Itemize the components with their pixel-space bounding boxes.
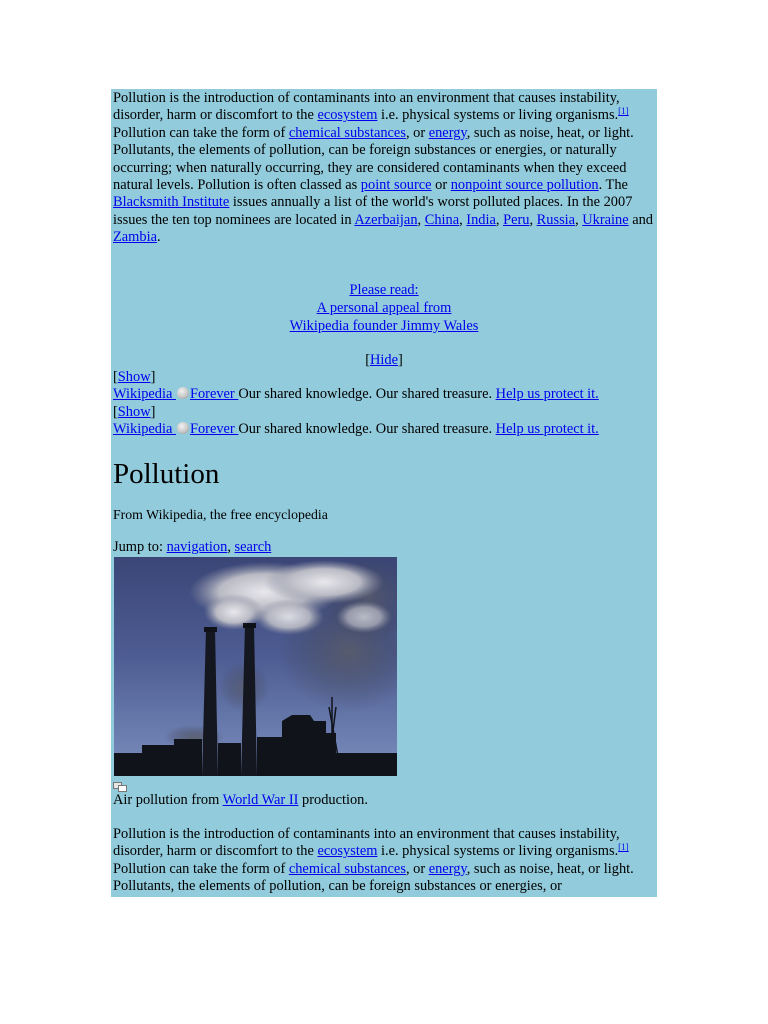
separator: , [459,211,467,228]
intro-text: , such as noise, heat, or light. Pollutants, the elements of pollution, can be foreign substances or energies, or naturally occurring; when naturally occurring, they are considered contaminants when they exceed natural levels. Pollution is often classed as [113,124,634,194]
intro-paragraph [113,90,655,247]
separator: , [227,539,235,556]
paragraph-text: Pollution can take the form of [113,860,289,877]
wikipedia-label: Wikipedia [113,386,176,403]
separator: , [417,211,425,228]
appeal-link-personal-appeal[interactable]: A personal appeal from [316,299,452,316]
link-ukraine[interactable]: Ukraine [582,211,629,228]
link-ecosystem[interactable]: ecosystem [317,843,378,860]
link-china[interactable]: China [424,211,460,228]
bracket: ] [150,369,156,386]
link-point-source[interactable]: point source [360,177,432,194]
appeal-link-founder[interactable]: Wikipedia founder Jimmy Wales [289,317,479,334]
forever-label: Forever [189,386,239,403]
bracket: ] [150,403,156,420]
air-pollution-photo[interactable] [114,557,397,776]
hide-link[interactable]: Hide [370,351,398,368]
link-zambia[interactable]: Zambia [113,229,157,246]
paragraph-text: , or [405,860,429,877]
paragraph-text: , such as noise, heat, or light. Pollutants, the elements of pollution, can be foreign substances or energies, or [113,860,634,895]
show-link[interactable]: Show [117,403,151,420]
image-caption [113,792,655,809]
link-peru[interactable]: Peru [503,211,530,228]
separator: , [529,211,537,228]
wikipedia-globe-icon [177,387,189,399]
intro-text: or [431,177,451,194]
intro-text: , or [405,124,429,141]
reference-link[interactable]: [1] [618,106,629,117]
link-world-war-ii[interactable]: World War II [222,791,299,808]
reference-link[interactable]: [1] [618,842,629,853]
jump-navigation-link[interactable]: navigation [166,539,228,556]
site-subtitle: From Wikipedia, the free encyclopedia [113,506,328,522]
help-protect-link[interactable]: Help us protect it. [495,421,599,438]
jump-search-link[interactable]: search [234,539,272,556]
banner-text: Our shared knowledge. Our shared treasure. [238,386,496,403]
wikipedia-globe-icon [177,422,189,434]
page-title: Pollution [113,457,220,490]
intro-text: Pollution is the introduction of contaminants into an environment that causes instability, disorder, harm or discomfort to the [113,90,620,124]
link-ecosystem[interactable]: ecosystem [317,107,378,124]
link-chemical-substances[interactable]: chemical substances [288,860,406,877]
bracket: [ [113,369,118,386]
magnify-icon[interactable] [113,782,127,792]
bracket: [ [113,403,118,420]
link-energy[interactable]: energy [428,124,467,141]
document-page [111,89,657,897]
intro-text: Pollution can take the form of [113,124,289,141]
forever-banner [113,404,655,439]
hide-toggle-row [113,352,655,369]
link-energy[interactable]: energy [428,860,467,877]
appeal-link-please-read[interactable]: Please read: [349,281,419,298]
wikipedia-forever-link[interactable] [113,386,238,402]
link-india[interactable]: India [466,211,496,228]
link-nonpoint-source[interactable]: nonpoint source pollution [450,177,599,194]
intro-text: issues annually a list of the world's worst polluted places. In the 2007 issues the ten top nominees are located in [113,194,633,228]
bracket: [ [365,351,370,368]
caption-text: production. [298,791,368,808]
banner-text: Our shared knowledge. Our shared treasure. [238,421,496,438]
intro-text: . The [598,177,628,194]
jump-label: Jump to: [113,539,167,556]
link-chemical-substances[interactable]: chemical substances [288,124,406,141]
caption-text: Air pollution from [113,791,223,808]
link-azerbaijan[interactable]: Azerbaijan [354,211,418,228]
separator: , [495,211,504,228]
link-blacksmith-institute[interactable]: Blacksmith Institute [113,194,230,211]
link-russia[interactable]: Russia [536,211,576,228]
forever-label: Forever [189,421,239,438]
help-protect-link[interactable]: Help us protect it. [495,386,599,403]
paragraph-text: i.e. physical systems or living organisms. [377,843,619,860]
article-paragraph [113,826,655,896]
bracket: ] [397,351,403,368]
separator: . [156,229,161,246]
forever-banner [113,369,655,404]
intro-text: i.e. physical systems or living organisms. [377,107,619,124]
separator: , [575,211,583,228]
jump-to-links [113,539,655,556]
donation-appeal [113,281,655,335]
wikipedia-label: Wikipedia [113,421,176,438]
wikipedia-forever-link[interactable] [113,421,238,437]
paragraph-text: Pollution is the introduction of contaminants into an environment that causes instability, disorder, harm or discomfort to the [113,825,620,860]
show-link[interactable]: Show [117,369,151,386]
separator: and [628,211,654,228]
